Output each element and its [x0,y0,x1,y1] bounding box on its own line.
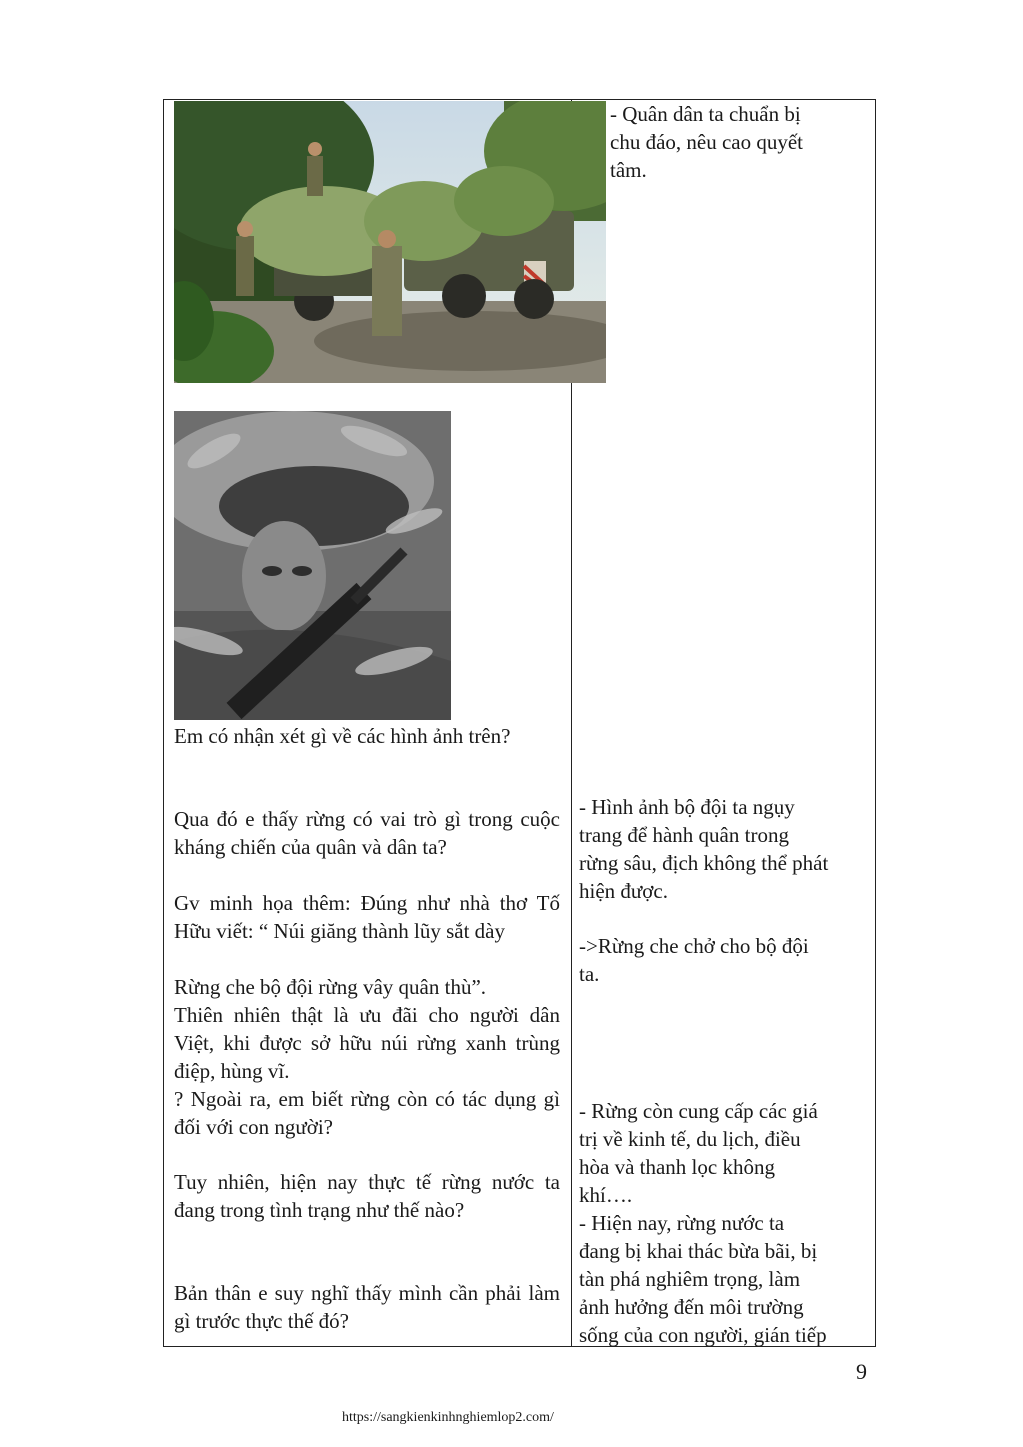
question-2: Qua đó e thấy rừng có vai trò gì trong cuộc kháng chiến của quân và dân ta? [174,807,560,859]
answer-line: ta. [579,962,600,986]
answer-line: - Quân dân ta chuẩn bị [610,102,801,126]
answer-line: ->Rừng che chở cho bộ đội [579,934,809,958]
answer-line: trang để hành quân trong [579,823,789,847]
answer-line: đang bị khai thác bừa bãi, bị [579,1239,818,1263]
answer-line: - Rừng còn cung cấp các giá [579,1099,818,1123]
answer-line: - Hiện nay, rừng nước ta [579,1211,785,1235]
camouflage-trucks-photo [174,101,606,383]
page-number: 9 [856,1359,867,1384]
answer-line: khí…. [579,1183,633,1207]
poem-line: Rừng che bộ đội rừng vây quân thù”. [174,975,487,999]
answer-line: hiện được. [579,879,668,903]
answer-line: tâm. [610,158,647,182]
nature-comment: Thiên nhiên thật là ưu đãi cho người dân Việt, khi được sở hữu núi rừng xanh trùng điệp, hùng vĩ. [174,1003,560,1083]
question-5: Bản thân e suy nghĩ thấy mình cần phải làm gì trước thực thế đó? [174,1281,560,1333]
question-3: ? Ngoài ra, em biết rừng còn có tác dụng gì đối với con người? [174,1087,560,1139]
lesson-table [163,99,876,1347]
answer-line: sống của con người, gián tiếp [579,1323,827,1347]
answer-line: hòa và thanh lọc không [579,1155,775,1179]
answer-line: rừng sâu, địch không thể phát [579,851,829,875]
answer-line: ảnh hưởng đến môi trường [579,1295,804,1319]
question-1: Em có nhận xét gì về các hình ảnh trên? [174,724,511,748]
teacher-illustration: Gv minh họa thêm: Đúng như nhà thơ Tố Hữu viết: “ Núi giăng thành lũy sắt dày [174,891,560,943]
footer-link[interactable]: https://sangkienkinhnghiemlop2.com/ [342,1410,554,1425]
answer-line: - Hình ảnh bộ đội ta ngụy [579,795,795,819]
answer-line: trị về kinh tế, du lịch, điều [579,1127,801,1151]
answer-line: chu đáo, nêu cao quyết [610,130,804,154]
camouflaged-soldier-photo [174,411,451,720]
question-4: Tuy nhiên, hiện nay thực tế rừng nước ta đang trong tình trạng như thế nào? [174,1170,560,1222]
answer-line: tàn phá nghiêm trọng, làm [579,1267,801,1291]
